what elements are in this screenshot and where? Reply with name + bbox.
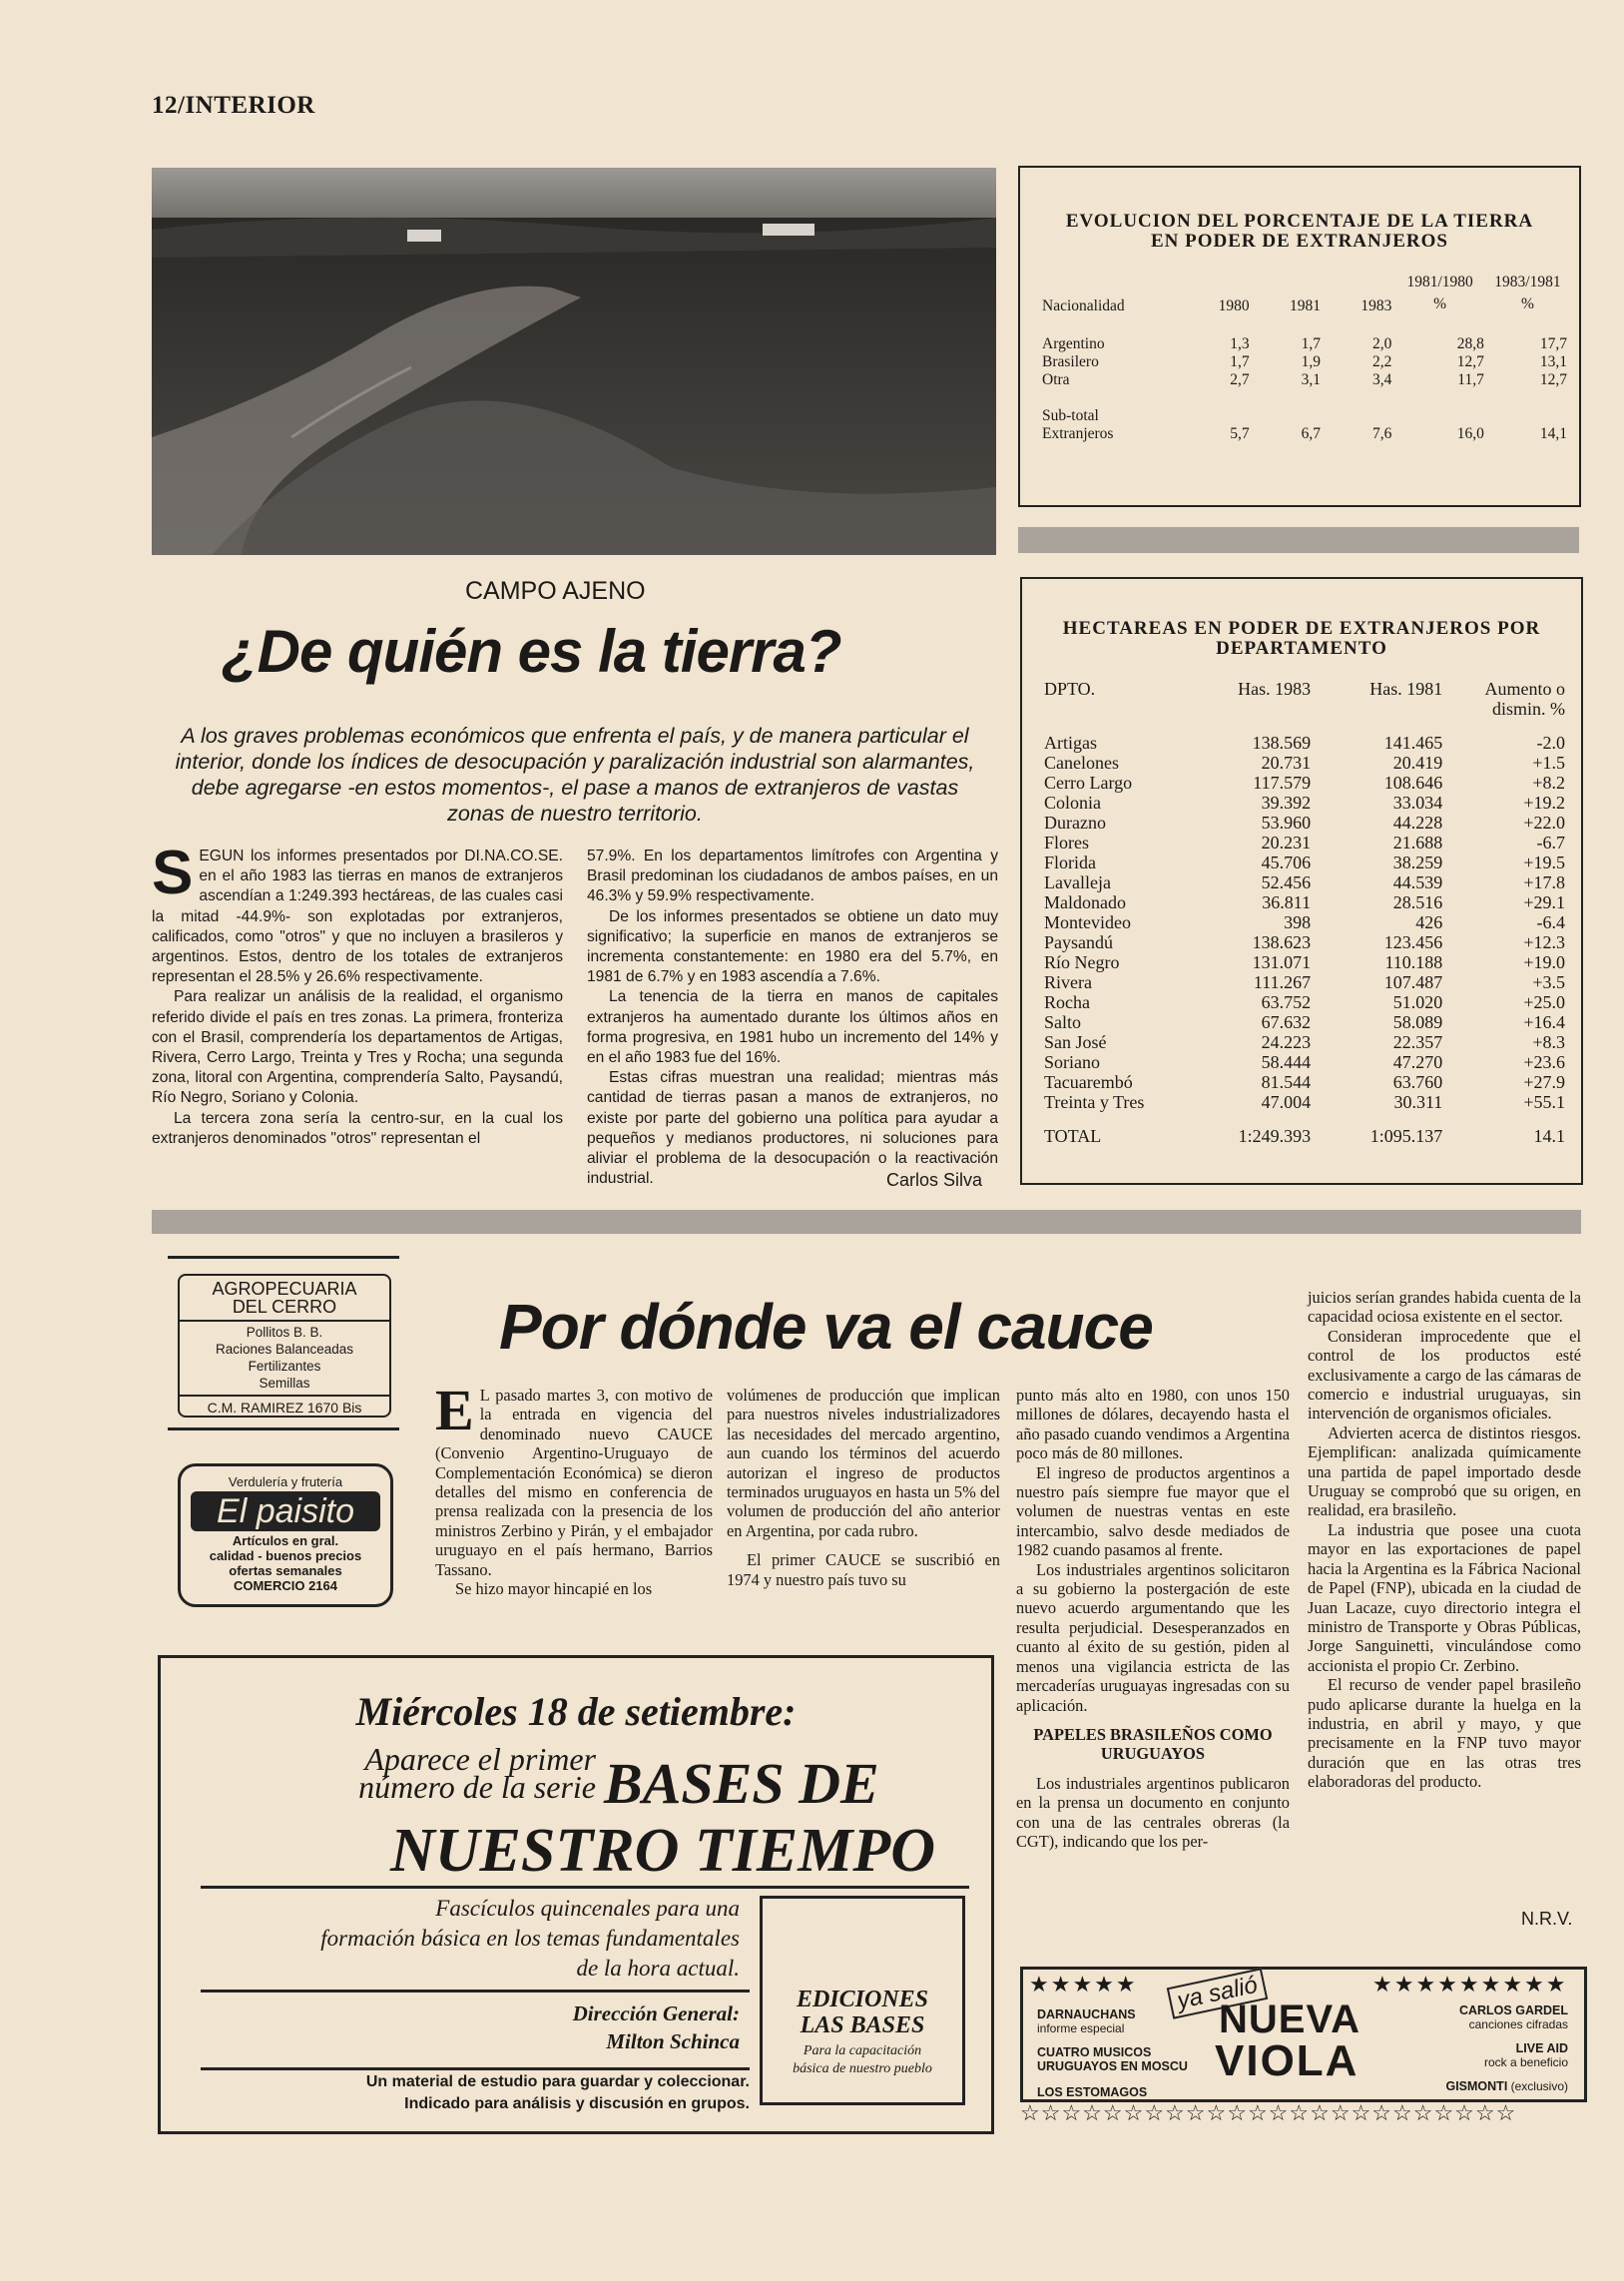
table1-cell: 2,7	[1230, 371, 1250, 388]
landscape-photo	[152, 168, 996, 555]
article1-column-2	[587, 847, 998, 1189]
table1-cell: 17,7	[1539, 335, 1567, 352]
table1-header-row	[1040, 272, 1569, 315]
table2-cell: 141.465	[1383, 733, 1443, 753]
table2-header: DPTO.	[1044, 679, 1096, 699]
ad-item-note: informe especial	[1037, 2021, 1125, 2035]
table2-body	[1040, 733, 1569, 1112]
ad-intro-line: Aparece el primer	[364, 1741, 596, 1777]
table2-cell: Salto	[1044, 1012, 1082, 1032]
table2-cell: 110.188	[1384, 952, 1443, 972]
table1-cell: 12,7	[1456, 353, 1484, 370]
star-border-icon: ☆☆☆☆☆☆☆☆☆☆☆☆☆☆☆☆☆☆☆☆☆☆☆☆	[1020, 2100, 1517, 2125]
nueva-viola-ad	[1020, 1967, 1587, 2102]
table1-cell: 1,7	[1230, 353, 1250, 370]
ad-item-note: rock a beneficio	[1483, 2055, 1568, 2069]
table2-cell: 33.034	[1392, 793, 1443, 813]
article1-paragraph: De los informes presentados se obtiene un dato muy significativo; la superficie en manos de extranjeros se incrementa constantemente: en 1980 era del 5.7%, en 1981 de 6.7% y en 1983 ascendía a 7.6%.	[587, 907, 998, 986]
table1-cell: 16,0	[1456, 425, 1484, 442]
table1-header: Nacionalidad	[1042, 297, 1125, 314]
ediciones-las-bases-box	[760, 1896, 965, 2105]
table-row	[1040, 425, 1569, 443]
ad-left-item	[1037, 2059, 1188, 2073]
ad-address: COMERCIO 2164	[233, 1578, 338, 1593]
page-folio: 12/INTERIOR	[152, 92, 315, 119]
land-percentage-table	[1018, 166, 1581, 507]
table2-cell: Durazno	[1044, 813, 1106, 833]
table2-cell: -2.0	[1536, 733, 1565, 753]
table-row	[1040, 793, 1569, 813]
ad-intro-line: número de la serie	[358, 1769, 596, 1805]
article2-signature: N.R.V.	[1521, 1909, 1573, 1929]
article2-column-4	[1308, 1288, 1581, 1792]
table2-cell: +19.2	[1523, 793, 1565, 813]
ad-item-note: canciones cifradas	[1468, 2017, 1568, 2031]
table2-cell: Treinta y Tres	[1044, 1092, 1145, 1112]
table2-total-row	[1040, 1126, 1569, 1146]
ad-description-line: Fascículos quincenales para una	[435, 1896, 740, 1921]
table2-cell: 21.688	[1392, 833, 1443, 853]
table2-header: Aumento o dismin. %	[1484, 679, 1565, 719]
ad-item-title: LIVE AID	[1515, 2041, 1568, 2055]
ad-rule	[201, 2067, 750, 2070]
table2-cell: +19.5	[1523, 853, 1565, 872]
table1-cell: Extranjeros	[1042, 425, 1114, 442]
table-row	[1040, 353, 1569, 371]
table1-cell: 3,1	[1301, 371, 1322, 388]
table2-cell: 58.444	[1261, 1052, 1312, 1072]
ad-footer-line: Un material de estudio para guardar y coleccionar.	[365, 2073, 750, 2090]
table2-cell: 47.004	[1261, 1092, 1312, 1112]
ya-salio-label: ya salió	[1167, 1968, 1269, 2019]
table1-cell: Otra	[1042, 371, 1070, 388]
el-paisito-ad	[178, 1463, 393, 1607]
article1-paragraph: Para realizar un análisis de la realidad, el organismo referido divide el país en tres zonas. La primera, fronteriza con el Brasil, comprendería los departamentos de Artigas, Rivera, Cerro Largo, Treinta y Tres y Rocha; una segunda zona, litoral con Argentina, comprendería Salto, Paysandú, Río Negro, Soriano y Colonia.	[152, 988, 563, 1107]
table2-cell: 22.357	[1392, 1032, 1443, 1052]
article2-paragraph: Los industriales argentinos solicitaron a su gobierno la postergación de este nuevo acuerdo argumentando que les resulta perjudicial. Desesperanzados en cuanto al éxito de su gestión, piden al menos una vigilancia estricta de las mercaderías uruguayas ingresadas con su aplicación.	[1016, 1559, 1290, 1715]
table-row	[1040, 773, 1569, 793]
table2-grid	[1040, 679, 1569, 1146]
ad-right-item	[1445, 2041, 1568, 2069]
table-row	[1040, 833, 1569, 853]
table2-cell: 51.020	[1392, 992, 1443, 1012]
field-photo-illustration	[152, 168, 996, 555]
table-row	[1040, 1032, 1569, 1052]
ad-description	[221, 1894, 740, 1984]
table2-header-row	[1040, 679, 1569, 719]
table-row	[1040, 733, 1569, 753]
table2-cell: 131.071	[1252, 952, 1312, 972]
table1-header: 1980	[1218, 297, 1250, 314]
table2-cell: Tacuarembó	[1044, 1072, 1133, 1092]
ad-line: calidad - buenos precios	[209, 1548, 362, 1563]
divider-bar	[1018, 527, 1579, 553]
nueva-viola-logo: NUEVA	[1219, 1997, 1361, 2041]
ad-director	[221, 1999, 740, 2055]
ad-brand-name: El paisito	[191, 1491, 380, 1531]
ad-director-name: Milton Schinca	[606, 2029, 740, 2053]
ad-description-line: formación básica en los temas fundamentales	[320, 1926, 740, 1951]
ad-description-line: de la hora actual.	[576, 1956, 740, 1981]
table1-cell: 2,2	[1372, 353, 1392, 370]
ad-item-title: DARNAUCHANS	[1037, 2007, 1136, 2021]
table2-cell: +19.0	[1523, 952, 1565, 972]
table2-cell: +22.0	[1523, 813, 1565, 833]
table2-cell: 58.089	[1392, 1012, 1443, 1032]
publisher-tagline: Para la capacitación	[803, 2043, 922, 2058]
table-row	[1040, 1092, 1569, 1112]
table-row	[1040, 335, 1569, 353]
ad-item-note: (exclusivo)	[1510, 2079, 1568, 2093]
paragraph-text: L pasado martes 3, con motivo de la entrada en vigencia del denominado nuevo CAUCE (Convenio Argentino-Uruguayo de Complementación Económica) se dieron detalles del mismo en conferencia de prensa realizada con la presencia de los ministros Zerbino y Pirán, y el embajador uruguayo en el país hermano, Barrios Tassano.	[435, 1386, 713, 1579]
table1-cell: 28,8	[1456, 335, 1484, 352]
table2-cell: Lavalleja	[1044, 872, 1111, 892]
table-row	[1040, 1012, 1569, 1032]
article2-paragraph: Se hizo mayor hincapié en los	[455, 1579, 653, 1599]
star-row-icon: ★★★★★	[1029, 1972, 1138, 1996]
table1-cell: 7,6	[1372, 425, 1392, 442]
table1-cell: 1,9	[1301, 353, 1322, 370]
publisher-name: EDICIONES	[796, 1987, 929, 2012]
table-row	[1040, 932, 1569, 952]
table2-cell: +16.4	[1523, 1012, 1565, 1032]
table2-cell: Maldonado	[1044, 892, 1126, 912]
table1-title: EVOLUCION DEL PORCENTAJE DE LA TIERRA EN PODER DE EXTRANJEROS	[1065, 211, 1534, 252]
table1-header: 1981/1980 %	[1406, 274, 1473, 312]
table2-cell: Florida	[1044, 853, 1096, 872]
table2-cell: 107.487	[1383, 972, 1443, 992]
article2-column-2	[727, 1386, 1000, 1589]
ad-address: C.M. RAMIREZ 1670 Bis	[207, 1400, 362, 1416]
hectares-by-department-table	[1020, 577, 1583, 1185]
table1-cell: 5,7	[1230, 425, 1250, 442]
ad-right-item	[1445, 2003, 1568, 2031]
table2-cell: 1:095.137	[1369, 1126, 1443, 1146]
ad-footer-line: Indicado para análisis y discusión en grupos.	[404, 2095, 750, 2112]
ad-footer	[221, 2071, 750, 2115]
table1-cell: 2,0	[1372, 335, 1392, 352]
article2-paragraph	[435, 1378, 713, 1579]
table2-cell: 20.419	[1392, 753, 1443, 773]
article1-signature: Carlos Silva	[886, 1170, 983, 1190]
section-divider-bar	[152, 1210, 1581, 1234]
article1-paragraph: 57.9%. En los departamentos limítrofes con Argentina y Brasil predominan los ciudadanos de ambos países, en un 46.3% y 59.9% respectivamente.	[587, 848, 998, 905]
table1-cell: 13,1	[1539, 353, 1567, 370]
table2-cell: 108.646	[1383, 773, 1443, 793]
table2-cell: +29.1	[1523, 892, 1565, 912]
ad-rule	[201, 1990, 750, 1993]
table2-cell: 111.267	[1253, 972, 1312, 992]
table1-cell: 11,7	[1457, 371, 1484, 388]
table1-cell: 12,7	[1539, 371, 1567, 388]
table2-cell: +55.1	[1523, 1092, 1565, 1112]
table2-header: Has. 1983	[1238, 679, 1312, 699]
table-row	[1040, 1072, 1569, 1092]
article1-column-1	[152, 839, 563, 1149]
table2-cell: 398	[1284, 912, 1312, 932]
table2-cell: 1:249.393	[1238, 1126, 1312, 1146]
table2-cell: Colonia	[1044, 793, 1101, 813]
table-row	[1040, 407, 1569, 425]
table-row	[1040, 952, 1569, 972]
article2-headline: Por dónde va el cauce	[499, 1291, 1153, 1363]
ad-item-title: URUGUAYOS EN MOSCU	[1037, 2059, 1188, 2073]
table-row	[1040, 912, 1569, 932]
ad-left-item	[1037, 2045, 1188, 2059]
ad-tagline: Verdulería y frutería	[228, 1474, 343, 1489]
ad-rule	[168, 1256, 399, 1259]
ad-item: Raciones Balanceadas	[215, 1342, 354, 1357]
ad-right-item	[1445, 2079, 1568, 2093]
table2-cell: 38.259	[1392, 853, 1443, 872]
ad-rule	[201, 1886, 969, 1889]
article2-column-3	[1016, 1386, 1290, 1851]
table2-header: Has. 1981	[1369, 679, 1443, 699]
ad-item: Fertilizantes	[248, 1359, 321, 1374]
table2-cell: +3.5	[1532, 972, 1565, 992]
table2-cell: 117.579	[1253, 773, 1312, 793]
ad-item: Pollitos B. B.	[246, 1325, 323, 1340]
table2-cell: 24.223	[1261, 1032, 1312, 1052]
table1-grid	[1040, 272, 1569, 443]
table2-cell: +23.6	[1523, 1052, 1565, 1072]
table2-cell: 67.632	[1261, 1012, 1312, 1032]
ad-left-item	[1037, 2007, 1188, 2035]
ad-series-title: NUESTRO TIEMPO	[390, 1817, 936, 1885]
table2-cell: 53.960	[1261, 813, 1312, 833]
table2-cell: 47.270	[1392, 1052, 1443, 1072]
table2-cell: Montevideo	[1044, 912, 1131, 932]
table2-cell: 63.752	[1261, 992, 1312, 1012]
table-row	[1040, 753, 1569, 773]
table-row	[1040, 892, 1569, 912]
table2-cell: Paysandú	[1044, 932, 1113, 952]
publisher-name: LAS BASES	[800, 2012, 925, 2038]
ad-item-title: LOS ESTOMAGOS	[1037, 2085, 1148, 2099]
ad-item-title: CARLOS GARDEL	[1458, 2003, 1568, 2017]
table2-cell: Cerro Largo	[1044, 773, 1133, 793]
table2-cell: Artigas	[1044, 733, 1097, 753]
article2-paragraph: Advierten acerca de distintos riesgos. Ejemplifican: analizada químicamente una partida de papel importado desde Uruguay se comprobó que su origen, en realidad, era brasileño.	[1308, 1423, 1581, 1520]
article1-paragraph: La tercera zona sería la centro-sur, en la cual los extranjeros denominados "otros" representan el	[152, 1109, 563, 1147]
table2-cell: +27.9	[1523, 1072, 1565, 1092]
table2-cell: 44.539	[1392, 872, 1443, 892]
nueva-viola-logo: VIOLA	[1215, 2036, 1359, 2085]
article1-paragraph: La tenencia de la tierra en manos de capitales extranjeros ha aumentado durante los últimos años en forma progresiva, en 1981 hubo un incremento del 14% y en el año 1983 fue del 16%.	[587, 988, 998, 1067]
table2-cell: +25.0	[1523, 992, 1565, 1012]
article1-paragraph	[152, 839, 563, 987]
table2-cell: 44.228	[1392, 813, 1443, 833]
table2-cell: +8.3	[1532, 1032, 1565, 1052]
ad-line: Artículos en gral.	[232, 1533, 339, 1548]
table-row	[1040, 972, 1569, 992]
table-row	[1040, 1052, 1569, 1072]
table1-header: 1983/1981 %	[1494, 274, 1561, 312]
ad-item: Semillas	[180, 1375, 389, 1397]
drop-cap: E	[435, 1378, 474, 1442]
table2-cell: +12.3	[1523, 932, 1565, 952]
table1-cell: 1,3	[1230, 335, 1250, 352]
table2-cell: Soriano	[1044, 1052, 1100, 1072]
table1-header: 1981	[1290, 297, 1322, 314]
table2-cell: 426	[1415, 912, 1443, 932]
table2-cell: 123.456	[1383, 932, 1443, 952]
article2-paragraph: El primer CAUCE se suscribió en 1974 y nuestro país tuvo su	[727, 1550, 1000, 1589]
table2-cell: 20.731	[1261, 753, 1312, 773]
paragraph-text: EGUN los informes presentados por DI.NA.CO.SE. en el año 1983 las tierras en manos de extranjeros ascendían a 1:249.393 hectáreas, de las cuales casi la mitad -44.9%- son explotadas por extranjeros, calificados, como "otros" y que no incluyen a brasileros y argentinos. Estos, dentro de los totales de extranjeros representan el 28.5% y 26.6% respectivamente.	[152, 848, 563, 986]
ad-right-list	[1445, 2003, 1568, 2093]
table2-cell: 14.1	[1533, 1126, 1565, 1146]
table2-cell: 138.569	[1252, 733, 1312, 753]
agropecuaria-ad	[178, 1274, 391, 1418]
table2-cell: Canelones	[1044, 753, 1119, 773]
table1-cell: 3,4	[1372, 371, 1392, 388]
table2-cell: 39.392	[1261, 793, 1312, 813]
ad-item-title: CUATRO MUSICOS	[1037, 2045, 1152, 2059]
ad-left-list	[1037, 2007, 1188, 2099]
table1-header: 1983	[1360, 297, 1392, 314]
article2-paragraph: punto más alto en 1980, con unos 150 millones de dólares, decayendo hasta el año pasado cuando vendimos a Argentina poco más de 80 millones.	[1016, 1386, 1290, 1463]
table-row	[1040, 872, 1569, 892]
table2-cell: Rocha	[1044, 992, 1090, 1012]
ad-left-item	[1037, 2085, 1188, 2099]
article1-lede: A los graves problemas económicos que enfrenta el país, y de manera particular el interior, donde los índices de desocupación y paralización industrial son alarmantes, debe agregarse -en estos momentos-, el pase a manos de extranjeros de vastas zonas de nuestro territorio.	[175, 724, 975, 826]
table2-title: HECTAREAS EN PODER DE EXTRANJEROS POR DEPARTAMENTO	[1062, 618, 1541, 659]
publisher-tagline: básica de nuestro pueblo	[793, 2061, 932, 2076]
ad-rule	[168, 1427, 399, 1430]
table2-cell: 81.544	[1261, 1072, 1312, 1092]
table2-cell: San José	[1044, 1032, 1107, 1052]
table2-cell: 28.516	[1392, 892, 1443, 912]
table1-cell: 1,7	[1301, 335, 1322, 352]
ad-item-title: GISMONTI	[1445, 2079, 1508, 2093]
table1-cell: Argentino	[1042, 335, 1105, 352]
article2-paragraph: volúmenes de producción que implican para nuestros niveles industrializadores las necesidades del mercado argentino, aun cuando los términos del acuerdo autorizan el ingreso de productos terminados uruguayos en hasta un 5% del volumen de producción del año anterior en Argentina, por cada rubro.	[727, 1386, 1000, 1540]
table-row	[1040, 853, 1569, 872]
star-row-icon: ★★★★★★★★★	[1372, 1972, 1568, 1996]
article1-kicker: CAMPO AJENO	[465, 577, 646, 605]
table2-cell: 52.456	[1261, 872, 1312, 892]
ad-subtitle: DEL CERRO	[180, 1298, 389, 1322]
table2-cell: -6.7	[1536, 833, 1565, 853]
article2-paragraph: El recurso de vender papel brasileño pudo aplicarse durante la huelga en la industria, en abril y mayo, y que precisamente en la FNP tuvo mayor duración que en las otras tres elaboradoras del producto.	[1308, 1675, 1581, 1792]
table2-cell: +1.5	[1532, 753, 1565, 773]
table2-cell: 30.311	[1393, 1092, 1443, 1112]
article1-paragraph: Estas cifras muestran una realidad; mientras más cantidad de tierras pasan a manos de extranjeros, no existe por parte del gobierno una política para ayudar a pequeños y medianos productores, ni soluciones para aliviar el problema de la desocupación o la reactivación industrial.	[587, 1069, 998, 1188]
table2-cell: Flores	[1044, 833, 1089, 853]
table-row	[1040, 992, 1569, 1012]
table1-cell: Sub-total	[1042, 407, 1099, 424]
table2-cell: TOTAL	[1044, 1126, 1102, 1146]
ad-director-label: Dirección General:	[572, 2001, 740, 2025]
drop-cap: S	[152, 839, 194, 907]
article2-paragraph: Los industriales argentinos publicaron en la prensa un documento en conjunto con una de las centrales obreras (la CGT), indicando que los per-	[1016, 1773, 1290, 1851]
table2-cell: -6.4	[1536, 912, 1565, 932]
ad-line: ofertas semanales	[229, 1563, 342, 1578]
table2-cell: +17.8	[1523, 872, 1565, 892]
ad-title: AGROPECUARIA	[212, 1279, 357, 1299]
table-row	[1040, 813, 1569, 833]
article2-subhead: PAPELES BRASILEÑOS COMO URUGUAYOS	[1033, 1724, 1273, 1764]
table2-cell: +8.2	[1532, 773, 1565, 793]
article2-column-1	[435, 1378, 713, 1599]
table1-cell: 6,7	[1301, 425, 1322, 442]
article2-paragraph: juicios serían grandes habida cuenta de la capacidad ociosa existente en el sector.	[1308, 1288, 1581, 1327]
table2-cell: 20.231	[1261, 833, 1312, 853]
ad-series-title: BASES DE	[604, 1751, 879, 1816]
table2-cell: 36.811	[1262, 892, 1312, 912]
article2-paragraph: Consideran improcedente que el control de los productos esté exclusivamente a cargo de las cámaras de comercio e industrial uruguayas, sin intervención de organismos oficiales.	[1308, 1326, 1581, 1424]
table2-cell: 45.706	[1261, 853, 1312, 872]
bases-de-nuestro-tiempo-ad	[158, 1655, 994, 2134]
article2-paragraph: La industria que posee una cuota mayor en las exportaciones de papel hacia la Argentina es la Fábrica Nacional de Papel (FNP), ubicada en la ciudad de Juan Lacaze, cuyo directorio integra el ministro de Transporte y Obras Públicas, Jorge Sanguinetti, vinculándose como accionista el propio Cr. Zerbino.	[1308, 1519, 1581, 1675]
table-row	[1040, 371, 1569, 389]
table2-cell: 63.760	[1392, 1072, 1443, 1092]
table1-cell: Brasilero	[1042, 353, 1099, 370]
table2-cell: 138.623	[1252, 932, 1312, 952]
article2-paragraph: El ingreso de productos argentinos a nuestro país siempre fue mayor que el volumen de nuestras ventas en este intercambio, salvo desde mediados de 1982 cuando pasamos al frente.	[1016, 1462, 1290, 1560]
article1-headline: ¿De quién es la tierra?	[222, 618, 841, 685]
table2-cell: Rivera	[1044, 972, 1092, 992]
table2-cell: Río Negro	[1044, 952, 1120, 972]
table1-cell: 14,1	[1539, 425, 1567, 442]
ad-date: Miércoles 18 de setiembre:	[355, 1689, 797, 1734]
